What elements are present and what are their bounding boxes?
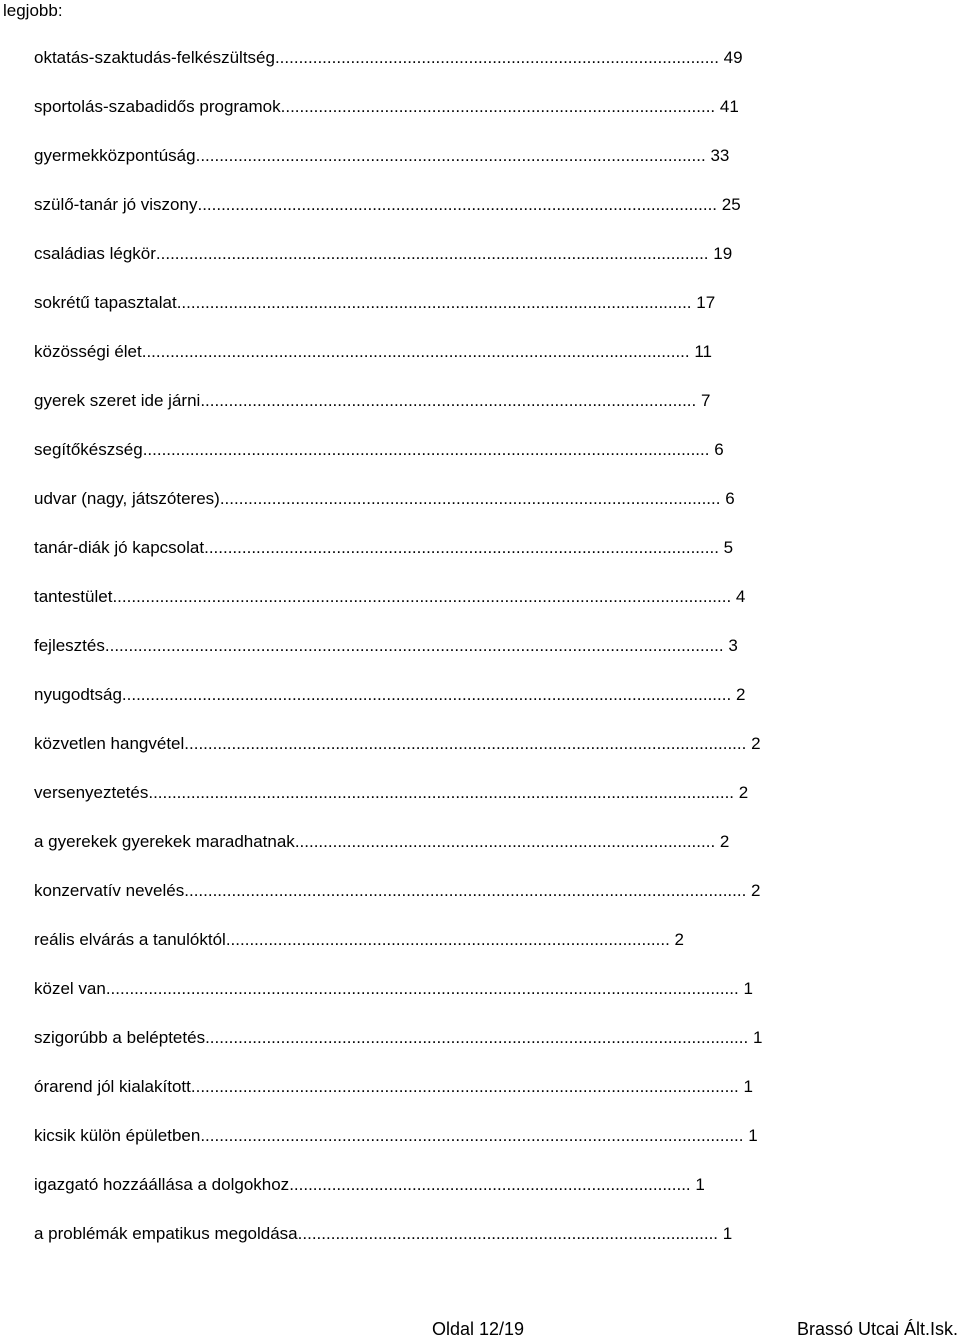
list-item [34, 291, 762, 340]
item-count: 3 [728, 636, 738, 655]
item-label: közvetlen hangvétel [34, 734, 185, 753]
item-label: kicsik külön épületben [34, 1126, 201, 1145]
item-count: 33 [710, 146, 730, 165]
dot-leader: ...................................................................................................................................... [105, 979, 739, 998]
list-item [34, 46, 762, 95]
item-label: nyugodtság [34, 685, 122, 704]
item-label: tanár-diák jó kapcsolat [34, 538, 205, 557]
item-count: 17 [696, 293, 716, 312]
item-label: reális elvárás a tanulóktól [34, 930, 226, 949]
list-item [34, 536, 762, 585]
item-label: gyermekközpontúság [34, 146, 196, 165]
dot-leader: ................................................................................................................... [205, 1028, 749, 1047]
list-item [34, 340, 762, 389]
list-item [34, 144, 762, 193]
item-count: 4 [735, 587, 746, 606]
item-count: 2 [751, 734, 761, 753]
list-item [34, 1124, 762, 1173]
item-label: sokrétű tapasztalat [34, 293, 177, 312]
item-label: fejlesztés [34, 636, 105, 655]
dot-leader: ......................................................................................... [294, 832, 716, 851]
list-item [34, 781, 762, 830]
item-label: udvar (nagy, játszóteres) [34, 489, 220, 508]
item-count: 1 [695, 1175, 705, 1194]
item-count: 1 [752, 1028, 763, 1047]
item-label: gyerek szeret ide járni [34, 391, 201, 410]
item-label: a gyerekek gyerekek maradhatnak [34, 832, 295, 851]
dot-leader: ....................................................................................................................... [184, 881, 747, 900]
item-count: 1 [722, 1224, 733, 1243]
item-count: 7 [700, 391, 711, 410]
item-label: a problémák empatikus megoldása [34, 1224, 298, 1243]
dot-leader: .......................................................................................................... [219, 489, 721, 508]
dot-leader: .................................................................................................................... [141, 342, 690, 361]
item-label: segítőkészség [34, 440, 143, 459]
item-label: órarend jól kialakított [34, 1077, 191, 1096]
list-item [34, 732, 762, 781]
dot-leader: .............................................................................................. [225, 930, 670, 949]
dot-leader: ................................................................................................................................... [104, 636, 724, 655]
item-count: 1 [743, 1077, 753, 1096]
list-item [34, 193, 762, 242]
list-item [34, 634, 762, 683]
dot-leader: ............................................................................................................. [176, 293, 692, 312]
school-name: Brassó Utcai Ált.Isk. [796, 1319, 958, 1339]
list-item [34, 683, 762, 732]
item-count: 11 [694, 342, 713, 361]
item-label: sportolás-szabadidős programok [34, 97, 281, 116]
dot-leader: ................................................................................................................................... [112, 587, 732, 606]
item-count: 41 [719, 97, 739, 116]
item-count: 2 [751, 881, 761, 900]
dot-leader: ............................................................................................................ [195, 146, 706, 165]
item-count: 6 [725, 489, 735, 508]
list-item [34, 1026, 762, 1075]
list-item [34, 830, 762, 879]
dot-leader: .............................................................................................................. [197, 195, 718, 214]
item-label: szülő-tanár jó viszony [34, 195, 198, 214]
list-item [34, 487, 762, 536]
item-label: igazgató hozzáállása a dolgokhoz [34, 1175, 290, 1194]
item-label: tantestület [34, 587, 113, 606]
list-item [34, 879, 762, 928]
dot-leader: .............................................................................................. [274, 48, 719, 67]
dot-leader: ......................................................................................... [297, 1224, 719, 1243]
dot-leader: ............................................................................................................................ [148, 783, 735, 802]
section-heading: legjobb: [3, 1, 63, 20]
item-count: 5 [723, 538, 734, 557]
item-count: 2 [674, 930, 685, 949]
item-count: 6 [714, 440, 724, 459]
item-label: szigorúbb a beléptetés [34, 1028, 206, 1047]
item-count: 25 [721, 195, 741, 214]
dot-leader: ........................................................................................................................ [142, 440, 710, 459]
list-item [34, 389, 762, 438]
item-count: 49 [723, 48, 743, 67]
dot-leader: ............................................................................................ [280, 97, 716, 116]
ranking-list [34, 46, 762, 1271]
item-label: versenyeztetés [34, 783, 149, 802]
item-count: 19 [713, 244, 733, 263]
list-item [34, 1222, 762, 1271]
list-item [34, 928, 762, 977]
item-count: 2 [738, 783, 749, 802]
item-label: családias légkör [34, 244, 156, 263]
item-label: közel van [34, 979, 106, 998]
list-item [34, 438, 762, 487]
dot-leader: .................................................................................................................... [190, 1077, 739, 1096]
item-label: közösségi élet [34, 342, 142, 361]
item-count: 1 [743, 979, 753, 998]
item-count: 1 [748, 1126, 758, 1145]
list-item [34, 1173, 762, 1222]
list-item [34, 977, 762, 1026]
dot-leader: ......................................................................................................... [200, 391, 697, 410]
dot-leader: ....................................................................................................................... [184, 734, 747, 753]
dot-leader: ..................................................................................... [289, 1175, 691, 1194]
dot-leader: ............................................................................................................. [204, 538, 719, 557]
dot-leader: ..................................................................................................................... [155, 244, 709, 263]
item-count: 2 [719, 832, 730, 851]
list-item [34, 585, 762, 634]
dot-leader: ................................................................................................................... [200, 1126, 744, 1145]
item-count: 2 [735, 685, 746, 704]
list-item [34, 1075, 762, 1124]
list-item [34, 95, 762, 144]
list-item [34, 242, 762, 291]
item-label: oktatás-szaktudás-felkészültség [34, 48, 275, 67]
dot-leader: ................................................................................................................................. [121, 685, 732, 704]
page-number: Oldal 12/19 [432, 1319, 525, 1339]
item-label: konzervatív nevelés [34, 881, 185, 900]
